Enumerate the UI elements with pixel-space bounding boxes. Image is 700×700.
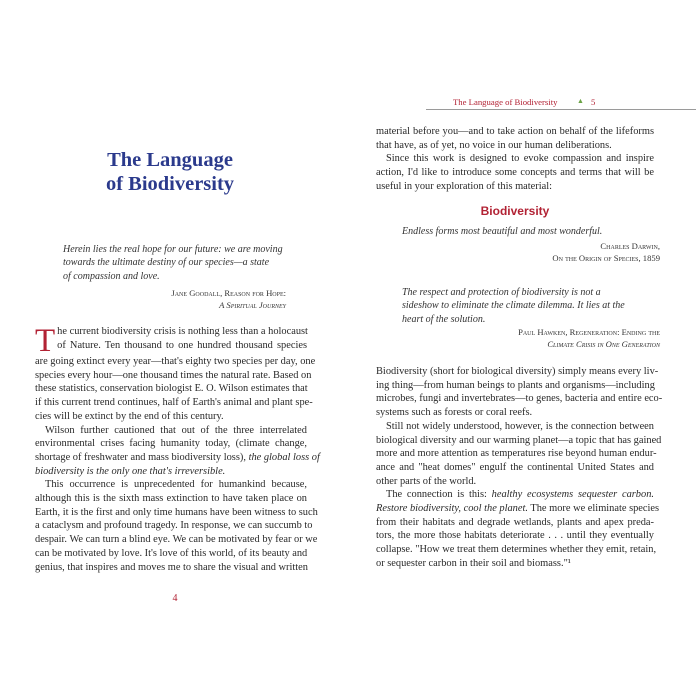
right-body-bottom [376,365,663,571]
italic-fragment: Restore biodiversity, cool the planet. [376,503,528,515]
paragraph [376,125,654,152]
text-line: ing thing—from human beings to plants and organisms—including [376,379,655,391]
italic-fragment: the global loss of [248,451,320,463]
text-line: tors, the more those habitats deteriorate . . . until they eventually [376,530,654,542]
right-body-top [376,125,654,194]
text-line: that have, as of yet, no voice in our human deliberations. [376,139,612,151]
epigraph-quote [402,286,664,326]
text-line: environmental crises facing humanity today, (climate change, [35,438,307,450]
epigraph-line: The respect and protection of biodiversity is not a [402,287,601,298]
paragraph [35,478,318,574]
paragraph [35,424,320,479]
text-line: if this current trend continues, half of Earth's animal and plant spe- [35,397,313,409]
text-line: can be motivated by love. It's love of this world, of its beauty and [35,547,308,559]
text-line: species every hour—one thousand times the natural rate. Based on [35,369,312,381]
attribution-line: On the Origin of Species, 1859 [552,253,660,263]
text-line: a cataclysm and profound tragedy. In response, we can succumb to [35,520,313,532]
text-fragment: shortage of freshwater and mass biodiversity loss), [35,451,246,463]
text-line: Earth, it is the first and only time humans have been witness to such [35,506,318,518]
text-line: biodiversity is the only one that's irreversible. [35,465,226,477]
attribution-line: Charles Darwin, [600,241,660,251]
section-heading: Biodiversity [480,204,550,218]
right-page [350,0,700,700]
text-line: other parts of the world. [376,475,477,487]
paragraph [35,323,316,424]
text-line: cies will be extinct by the end of this century. [35,410,224,422]
text-line: genius, that inspires and moves me to share the visual and written [35,561,308,573]
text-line: systems such as forests or coral reefs. [376,407,533,419]
paragraph [376,365,663,420]
text-line: collapse. "How we treat them determines whether they emit, retain, [376,544,657,556]
text-line: although this is the sixth mass extinction to have taken place on [35,493,307,505]
epigraph-line: of compassion and love. [63,270,160,282]
epigraph-line: Herein lies the real hope for our future: we are moving [63,244,283,255]
header-rule [426,109,696,110]
chapter-title-line: of Biodiversity [105,173,235,195]
text-line: these statistics, conservation biologist E. O. Wilson estimates that [35,383,308,395]
text-line: more and more attention as temperatures rise beyond human endur- [376,448,657,460]
epigraph-line: heart of the solution. [402,313,486,325]
text-line: from their habitats and degrade wetlands, plants and apex preda- [376,516,654,528]
page-number: 4 [172,593,178,604]
left-body-text [35,323,320,574]
text-line: are going extinct every year—that's eighty two species per day, one [35,356,316,367]
text-line [35,451,320,465]
text-line: Wilson further cautioned that out of the three interrelated [45,424,307,436]
text-line: Biodiversity (short for biological diversity) simply means every liv- [376,366,659,377]
attribution-line: Paul Hawken, Regeneration: Ending the [518,327,660,337]
italic-fragment: healthy ecosystems sequester carbon. [491,489,654,501]
text-line: This occurrence is unprecedented for humankind because, [45,479,307,491]
epigraph-line: towards the ultimate destiny of our species—a state [63,257,270,269]
attribution-line: Jane Goodall, Reason for Hope: [171,288,286,298]
chapter-title [30,148,310,196]
epigraph-line: sideshow to eliminate the climate dilemma. It lies at the [402,300,625,312]
epigraph-attribution [402,326,660,350]
epigraph-line: Endless forms most beautiful and most wonderful. [402,226,603,237]
text-line [376,502,660,516]
text-line: microbes, fungi and invertebrates—to genes, bacteria and entire eco- [376,393,663,405]
text-line: Since this work is designed to evoke compassion and inspire [386,153,654,165]
attribution-line: A Spiritual Journey [219,300,286,310]
text-line: he current biodiversity crisis is nothing less than a holocaust [57,326,308,337]
text-line: useful in your exploration of this material: [376,180,553,192]
text-line [376,488,654,502]
text-line: action, I'd like to introduce some concepts and terms that will be [376,167,654,179]
text-line: ance and "heat domes" engulf the continental United States and [376,461,654,473]
text-line: material before you—and to take action on behalf of the lifeforms [376,126,654,137]
epigraph-quote [402,225,664,238]
text-line: or sequester carbon in their soil and biomass."¹ [376,557,571,569]
text-line: of Nature. Ten thousand to one hundred thousand species [57,339,307,351]
running-head-title: The Language of Biodiversity [453,97,558,107]
text-line: Still not widely understood, however, is the connection between [386,420,654,432]
text-line: biological diversity and our warming planet—a topic that has gained [376,434,662,446]
paragraph [376,152,654,193]
text-fragment: The more we eliminate species [527,503,660,515]
epigraph-attribution [402,240,660,264]
chapter-title-line: The Language [107,149,233,171]
paragraph [376,488,660,570]
attribution-line: Climate Crisis in One Generation [547,339,660,349]
paragraph [376,420,662,489]
running-head [453,97,698,111]
epigraph-quote [63,243,283,283]
drop-cap: T [35,323,56,359]
text-fragment: The connection is this: [386,489,492,501]
page-number: 5 [591,97,596,107]
epigraph-attribution [63,287,286,311]
text-line: despair. We can turn a blind eye. We can be motivated by fear or we [35,534,318,546]
triangle-icon: ▲ [577,97,584,105]
